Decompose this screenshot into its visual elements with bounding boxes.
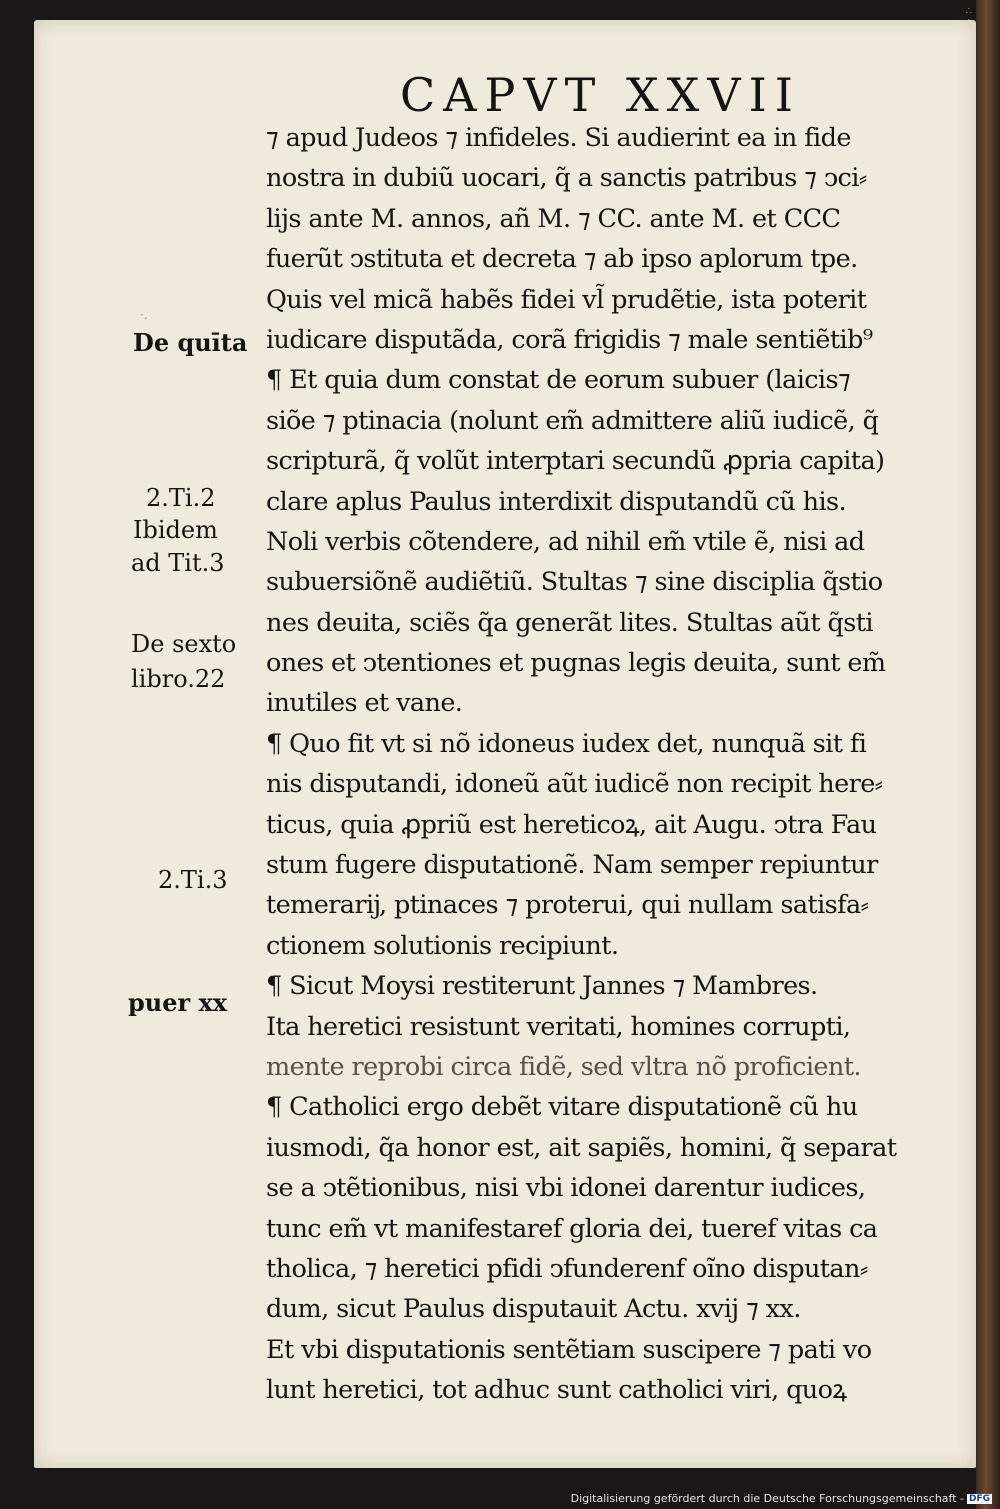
text-line: tholica, ⁊ heretici pfidi ↄfunderenf oĩno disputan⸗ (266, 1253, 868, 1284)
text-line: siõe ⁊ ptinacia (nolunt em̃ admittere aliũ iudicẽ, q̃ (266, 405, 879, 436)
text-line: ¶ Sicut Moysi restiterunt Jannes ⁊ Mambres. (266, 971, 818, 1002)
text-line: tunc em̃ vt manifestaref gloria dei, tueref vitas ca (266, 1213, 878, 1244)
book-spine (965, 0, 1000, 1509)
running-header: CAPVT XXVII (400, 68, 801, 122)
text-line: dum, sicut Paulus disputauit Actu. xvij ⁊ xx. (266, 1294, 801, 1325)
dfg-logo: DFG (968, 1494, 990, 1504)
text-line: nis disputandi, idoneũ aũt iudicẽ non recipit here⸗ (266, 769, 883, 800)
text-line: mente reprobi circa fidẽ, sed vltra nõ proficient. (266, 1051, 861, 1082)
text-line: ctionem solutionis recipiunt. (266, 930, 619, 961)
text-line: lunt heretici, tot adhuc sunt catholici viri, quoꝝ (266, 1375, 847, 1406)
text-line: lijs ante M. annos, añ M. ⁊ CC. ante M. et CCC (266, 203, 841, 234)
margin-note: 2.Ti.2 (146, 484, 216, 512)
text-line: ¶ Catholici ergo debẽt vitare disputationẽ cũ hu (266, 1092, 858, 1123)
text-line: subuersiõnẽ audiẽtiũ. Stultas ⁊ sine disciplia q̃stio (266, 567, 883, 598)
text-line: Quis vel micã habẽs fidei vl̃ prudẽtie, ista poterit (266, 284, 867, 315)
text-line: se a ↄtẽtionibus, nisi vbi idonei darentur iudices, (266, 1173, 866, 1204)
text-line: nes deuita, sciẽs q̃a generãt lites. Stultas aũt q̃sti (266, 607, 873, 638)
text-line: ones et ↄtentiones et pugnas legis deuita, sunt em̃ (266, 648, 886, 679)
text-line: iusmodi, q̃a honor est, ait sapiẽs, homini, q̃ separat (266, 1132, 897, 1163)
text-line: Noli verbis cõtendere, ad nihil em̃ vtile ẽ, nisi ad (266, 526, 865, 557)
margin-note: puer xx (128, 988, 228, 1017)
margin-note: Ibidem (133, 516, 218, 544)
ink-speck: ·. (140, 308, 148, 322)
text-line: Ita heretici resistunt veritati, homines corrupti, (266, 1011, 851, 1042)
spine-decoration: ∴ (965, 6, 974, 17)
text-line: ⁊ apud Judeos ⁊ infideles. Si audierint ea in fide (266, 123, 851, 153)
text-line: nostra in dubiũ uocari, q̃ a sanctis patribus ⁊ ↄci⸗ (266, 163, 867, 194)
credit-text: Digitalisierung gefördert durch die Deutsche Forschungsgemeinschaft - (570, 1492, 964, 1505)
margin-note: De quīta (133, 328, 248, 357)
text-line: iudicare disputãda, corã frigidis ⁊ male sentiẽtib⁹ (266, 324, 873, 355)
text-line: fuerũt ↄstituta et decreta ⁊ ab ipso aplorum tpe. (266, 244, 858, 275)
margin-note: ad Tit.3 (131, 549, 225, 577)
text-line: inutiles et vane. (266, 688, 463, 719)
text-line: clare aplus Paulus interdixit disputandũ cũ his. (266, 486, 847, 517)
margin-note: 2.Ti.3 (158, 866, 228, 894)
text-line: ¶ Quo fit vt si nõ idoneus iudex det, nunquã sit fi (266, 728, 867, 759)
margin-note: De sexto (131, 630, 237, 658)
margin-note: libro.22 (131, 665, 226, 693)
text-line: scripturã, q̃ volũt interptari secundũ ꝓpria capita) (266, 446, 885, 477)
text-line: stum fugere disputationẽ. Nam semper repiuntur (266, 850, 878, 881)
main-text-block (266, 118, 946, 1411)
text-line: Et vbi disputationis sentẽtiam suscipere ⁊ pati vo (266, 1334, 872, 1365)
text-line: temerarĳ, ptinaces ⁊ proterui, qui nullam satisfa⸗ (266, 890, 869, 921)
text-line: ticus, quia ꝓpriũ est hereticoꝝ, ait Augu. ↄtra Fau (266, 809, 877, 840)
digitization-credit (571, 1492, 992, 1505)
text-line: ¶ Et quia dum constat de eorum subuer (laicis⁊ (266, 365, 851, 396)
